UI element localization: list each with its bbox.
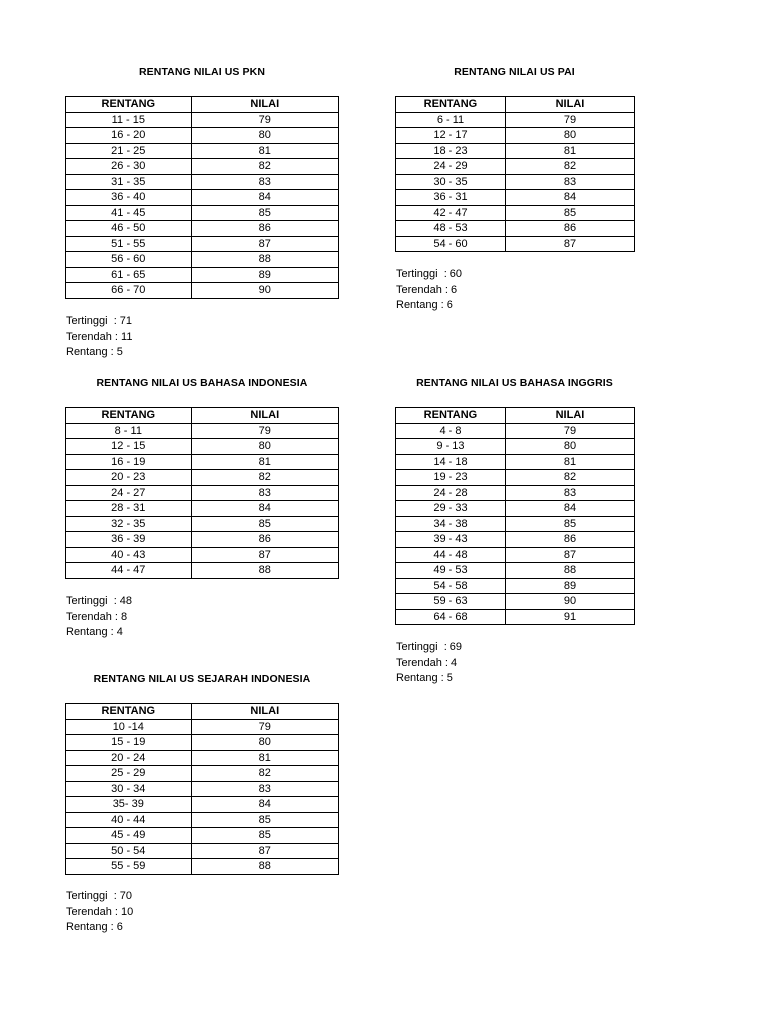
table-row	[66, 859, 339, 875]
cell-rentang: 39 - 43	[396, 532, 506, 548]
cell-rentang: 21 - 25	[66, 143, 192, 159]
cell-rentang: 51 - 55	[66, 236, 192, 252]
header-nilai: NILAI	[505, 408, 634, 424]
table-row	[66, 516, 339, 532]
cell-nilai: 86	[191, 221, 338, 237]
table-sejarah-indonesia	[65, 703, 339, 875]
cell-rentang: 40 - 44	[66, 812, 192, 828]
cell-nilai: 84	[505, 501, 634, 517]
cell-rentang: 12 - 15	[66, 439, 192, 455]
cell-nilai: 86	[191, 532, 338, 548]
cell-nilai: 84	[191, 501, 338, 517]
cell-rentang: 16 - 19	[66, 454, 192, 470]
table-row	[66, 719, 339, 735]
table-row	[66, 439, 339, 455]
table-row	[66, 283, 339, 299]
cell-rentang: 48 - 53	[396, 221, 506, 237]
cell-nilai: 79	[505, 423, 634, 439]
cell-rentang: 44 - 47	[66, 563, 192, 579]
header-rentang: RENTANG	[66, 704, 192, 720]
cell-rentang: 56 - 60	[66, 252, 192, 268]
table-row	[66, 423, 339, 439]
cell-rentang: 36 - 40	[66, 190, 192, 206]
cell-rentang: 30 - 35	[396, 174, 506, 190]
table-row	[396, 423, 635, 439]
table-row	[66, 159, 339, 175]
cell-nilai: 85	[191, 812, 338, 828]
table-row	[66, 128, 339, 144]
table-row	[66, 174, 339, 190]
cell-rentang: 36 - 31	[396, 190, 506, 206]
table-row	[66, 221, 339, 237]
cell-nilai: 79	[191, 112, 338, 128]
table-row	[66, 781, 339, 797]
table-pkn	[65, 96, 339, 299]
cell-rentang: 28 - 31	[66, 501, 192, 517]
table-header-row	[396, 97, 635, 113]
cell-nilai: 81	[191, 750, 338, 766]
cell-nilai: 85	[191, 516, 338, 532]
cell-rentang: 32 - 35	[66, 516, 192, 532]
cell-rentang: 24 - 27	[66, 485, 192, 501]
stat-tertinggi: Tertinggi : 71	[66, 315, 133, 327]
table-row	[396, 578, 635, 594]
cell-nilai: 82	[191, 766, 338, 782]
table-row	[396, 128, 635, 144]
cell-nilai: 84	[191, 797, 338, 813]
cell-nilai: 86	[505, 221, 634, 237]
cell-rentang: 15 - 19	[66, 735, 192, 751]
table-row	[66, 735, 339, 751]
cell-nilai: 89	[505, 578, 634, 594]
table-row	[66, 143, 339, 159]
stat-terendah: Terendah : 4	[396, 656, 458, 669]
cell-rentang: 64 - 68	[396, 609, 506, 625]
cell-nilai: 83	[505, 174, 634, 190]
stat-rentang: Rentang : 4	[66, 626, 123, 639]
cell-nilai: 83	[505, 485, 634, 501]
table-row	[66, 252, 339, 268]
cell-nilai: 87	[505, 236, 634, 252]
table-row	[66, 470, 339, 486]
cell-rentang: 16 - 20	[66, 128, 192, 144]
section-title-sejarah-indonesia: RENTANG NILAI US SEJARAH INDONESIA	[93, 673, 311, 685]
cell-rentang: 19 - 23	[396, 470, 506, 486]
stats-pkn	[66, 314, 132, 361]
stat-tertinggi: Tertinggi : 60	[396, 268, 463, 280]
cell-nilai: 79	[191, 719, 338, 735]
stat-rentang: Rentang : 5	[396, 672, 453, 685]
cell-nilai: 88	[191, 563, 338, 579]
table-row	[66, 532, 339, 548]
stat-tertinggi: Tertinggi : 70	[66, 890, 133, 902]
table-row	[66, 485, 339, 501]
table-row	[66, 812, 339, 828]
cell-nilai: 80	[191, 128, 338, 144]
cell-rentang: 8 - 11	[66, 423, 192, 439]
table-row	[396, 454, 635, 470]
cell-nilai: 91	[505, 609, 634, 625]
stats-sejarah-indonesia	[66, 889, 133, 936]
table-row	[66, 190, 339, 206]
stats-pai	[396, 267, 462, 314]
table-row	[66, 797, 339, 813]
cell-nilai: 80	[191, 439, 338, 455]
cell-rentang: 41 - 45	[66, 205, 192, 221]
table-header-row	[66, 704, 339, 720]
cell-rentang: 9 - 13	[396, 439, 506, 455]
cell-rentang: 35- 39	[66, 797, 192, 813]
cell-rentang: 44 - 48	[396, 547, 506, 563]
cell-rentang: 54 - 58	[396, 578, 506, 594]
header-nilai: NILAI	[191, 408, 338, 424]
table-row	[396, 143, 635, 159]
cell-rentang: 18 - 23	[396, 143, 506, 159]
cell-nilai: 88	[505, 563, 634, 579]
table-row	[396, 485, 635, 501]
cell-nilai: 80	[191, 735, 338, 751]
stat-terendah: Terendah : 11	[66, 330, 133, 343]
cell-rentang: 45 - 49	[66, 828, 192, 844]
table-row	[396, 532, 635, 548]
cell-nilai: 88	[191, 859, 338, 875]
cell-rentang: 10 -14	[66, 719, 192, 735]
table-row	[396, 470, 635, 486]
cell-rentang: 34 - 38	[396, 516, 506, 532]
cell-nilai: 83	[191, 781, 338, 797]
table-row	[66, 750, 339, 766]
cell-nilai: 80	[505, 439, 634, 455]
table-row	[396, 439, 635, 455]
cell-rentang: 20 - 24	[66, 750, 192, 766]
cell-nilai: 90	[505, 594, 634, 610]
cell-nilai: 81	[505, 454, 634, 470]
cell-nilai: 86	[505, 532, 634, 548]
table-row	[396, 609, 635, 625]
section-title-bahasa-indonesia: RENTANG NILAI US BAHASA INDONESIA	[96, 377, 308, 389]
cell-nilai: 88	[191, 252, 338, 268]
cell-nilai: 79	[505, 112, 634, 128]
table-row	[396, 159, 635, 175]
cell-rentang: 49 - 53	[396, 563, 506, 579]
cell-rentang: 4 - 8	[396, 423, 506, 439]
cell-rentang: 20 - 23	[66, 470, 192, 486]
cell-rentang: 55 - 59	[66, 859, 192, 875]
cell-rentang: 61 - 65	[66, 267, 192, 283]
cell-nilai: 87	[191, 236, 338, 252]
cell-rentang: 54 - 60	[396, 236, 506, 252]
cell-nilai: 90	[191, 283, 338, 299]
cell-nilai: 85	[191, 828, 338, 844]
cell-rentang: 46 - 50	[66, 221, 192, 237]
table-header-row	[66, 97, 339, 113]
cell-nilai: 85	[191, 205, 338, 221]
stat-rentang: Rentang : 5	[66, 346, 123, 359]
table-row	[66, 112, 339, 128]
table-row	[66, 205, 339, 221]
table-row	[396, 594, 635, 610]
table-row	[396, 205, 635, 221]
stat-tertinggi: Tertinggi : 48	[66, 595, 133, 607]
table-row	[66, 828, 339, 844]
table-row	[396, 501, 635, 517]
cell-nilai: 83	[191, 485, 338, 501]
table-header-row	[396, 408, 635, 424]
cell-nilai: 89	[191, 267, 338, 283]
table-row	[66, 267, 339, 283]
table-row	[66, 236, 339, 252]
stat-rentang: Rentang : 6	[396, 299, 453, 312]
cell-nilai: 82	[191, 470, 338, 486]
cell-nilai: 82	[505, 159, 634, 175]
table-row	[66, 563, 339, 579]
table-row	[396, 174, 635, 190]
section-title-pai: RENTANG NILAI US PAI	[454, 66, 575, 78]
cell-rentang: 31 - 35	[66, 174, 192, 190]
cell-nilai: 82	[191, 159, 338, 175]
stat-terendah: Terendah : 10	[66, 905, 134, 918]
table-row	[66, 547, 339, 563]
stats-bahasa-inggris	[396, 640, 462, 687]
header-rentang: RENTANG	[66, 408, 192, 424]
header-nilai: NILAI	[505, 97, 634, 113]
cell-nilai: 87	[191, 547, 338, 563]
header-nilai: NILAI	[191, 97, 338, 113]
cell-rentang: 40 - 43	[66, 547, 192, 563]
cell-nilai: 87	[505, 547, 634, 563]
section-title-bahasa-inggris: RENTANG NILAI US BAHASA INGGRIS	[416, 377, 613, 389]
cell-rentang: 11 - 15	[66, 112, 192, 128]
header-rentang: RENTANG	[396, 408, 506, 424]
cell-nilai: 81	[191, 143, 338, 159]
stat-terendah: Terendah : 8	[66, 610, 128, 623]
cell-rentang: 29 - 33	[396, 501, 506, 517]
table-row	[66, 843, 339, 859]
cell-rentang: 25 - 29	[66, 766, 192, 782]
table-row	[396, 547, 635, 563]
cell-nilai: 81	[505, 143, 634, 159]
table-row	[66, 454, 339, 470]
table-row	[396, 236, 635, 252]
stat-terendah: Terendah : 6	[396, 283, 458, 296]
cell-nilai: 82	[505, 470, 634, 486]
stat-tertinggi: Tertinggi : 69	[396, 641, 463, 653]
table-pai	[395, 96, 635, 252]
cell-nilai: 85	[505, 205, 634, 221]
table-row	[396, 221, 635, 237]
cell-nilai: 84	[191, 190, 338, 206]
table-bahasa-inggris	[395, 407, 635, 625]
cell-rentang: 14 - 18	[396, 454, 506, 470]
header-nilai: NILAI	[191, 704, 338, 720]
table-bahasa-indonesia	[65, 407, 339, 579]
cell-rentang: 24 - 29	[396, 159, 506, 175]
cell-rentang: 66 - 70	[66, 283, 192, 299]
table-header-row	[66, 408, 339, 424]
cell-rentang: 6 - 11	[396, 112, 506, 128]
cell-rentang: 59 - 63	[396, 594, 506, 610]
cell-rentang: 12 - 17	[396, 128, 506, 144]
cell-nilai: 84	[505, 190, 634, 206]
cell-nilai: 87	[191, 843, 338, 859]
table-row	[396, 516, 635, 532]
cell-rentang: 26 - 30	[66, 159, 192, 175]
cell-nilai: 83	[191, 174, 338, 190]
table-row	[66, 501, 339, 517]
section-title-pkn: RENTANG NILAI US PKN	[138, 66, 266, 78]
table-row	[396, 112, 635, 128]
cell-rentang: 24 - 28	[396, 485, 506, 501]
header-rentang: RENTANG	[66, 97, 192, 113]
table-row	[396, 190, 635, 206]
cell-rentang: 50 - 54	[66, 843, 192, 859]
cell-nilai: 81	[191, 454, 338, 470]
cell-rentang: 42 - 47	[396, 205, 506, 221]
header-rentang: RENTANG	[396, 97, 506, 113]
cell-nilai: 85	[505, 516, 634, 532]
cell-nilai: 79	[191, 423, 338, 439]
cell-rentang: 36 - 39	[66, 532, 192, 548]
stat-rentang: Rentang : 6	[66, 921, 123, 934]
table-row	[66, 766, 339, 782]
table-row	[396, 563, 635, 579]
stats-bahasa-indonesia	[66, 594, 132, 641]
cell-rentang: 30 - 34	[66, 781, 192, 797]
cell-nilai: 80	[505, 128, 634, 144]
